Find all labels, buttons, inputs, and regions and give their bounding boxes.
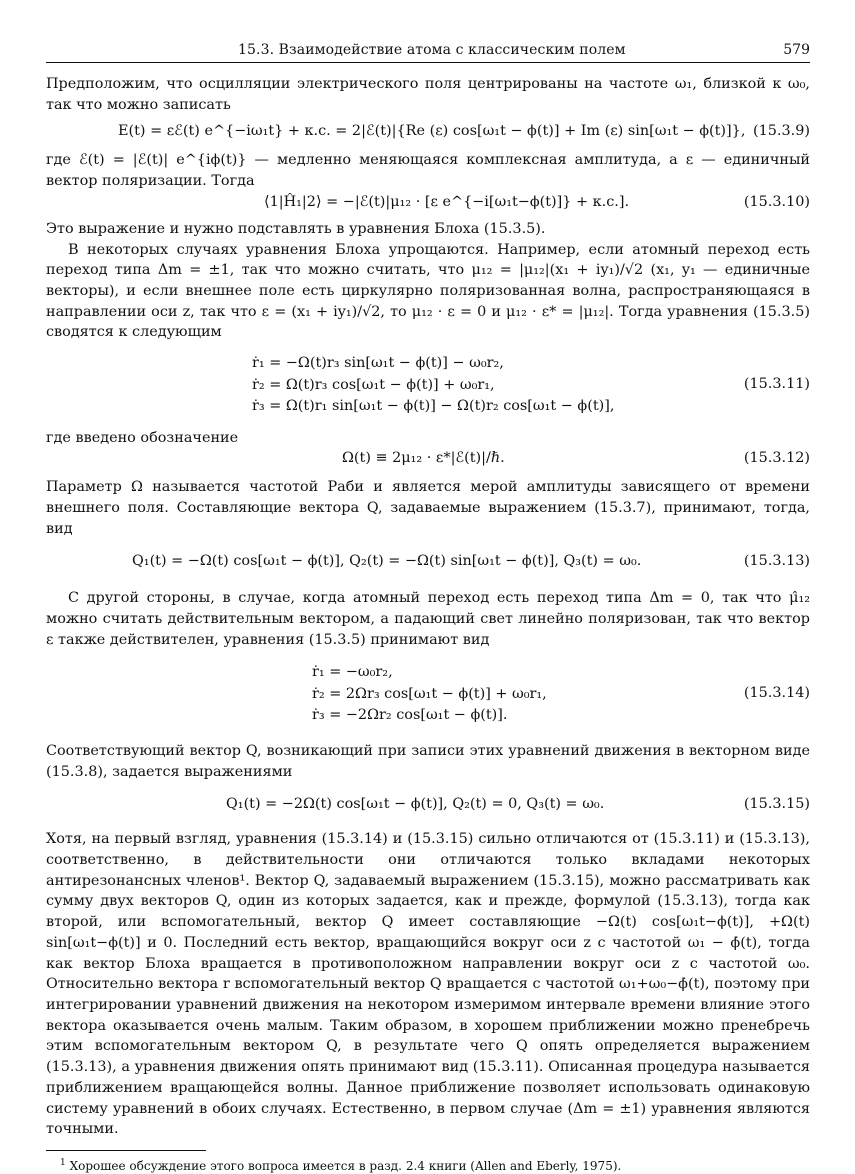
page-number: 579 [783,42,810,58]
equation-line: ṙ₂ = Ω(t)r₃ cos[ω₁t − ϕ(t)] + ω₀r₁, [252,376,495,393]
footnote-mark: 1 [60,1157,66,1168]
equation-number: (15.3.10) [743,193,810,210]
section-title: 15.3. Взаимодействие атома с классическим полем [238,42,626,58]
equation-line: ṙ₂ = 2Ωr₃ cos[ω₁t − ϕ(t)] + ω₀r₁, [312,685,547,702]
equation-15-3-14 [46,662,810,727]
paragraph-circular: В некоторых случаях уравнения Блоха упрощаются. Например, если атомный переход есть переход типа Δm = ±1, так что можно считать, что μ₁₂ = |μ₁₂|(x₁ + iy₁)/√2 (x₁, y₁ — единичные векторы), и если внешнее поле есть циркулярно поляризованная волна, распространяющаяся в направлении оси z, так что ε = (x₁ + iy₁)/√2, то μ₁₂ · ε = 0 и μ₁₂ · ε* = |μ₁₂|. Тогда уравнения (15.3.5) сводятся к следующим [46,241,810,341]
equation-15-3-13 [46,551,810,572]
equation-number: (15.3.9) [752,123,810,140]
paragraph-linear: С другой стороны, в случае, когда атомный переход есть переход типа Δm = 0, так что μ̂₁₂ можно считать действительным вектором, а падающий свет линейно поляризован, так что вектор ε также действителен, уравнения (15.3.5) принимают вид [46,590,810,648]
equation-line: ṙ₃ = −2Ωr₂ cos[ω₁t − ϕ(t)]. [312,707,508,724]
paragraph-bloch-ref: Это выражение и нужно подставлять в уравнения Блоха (15.3.5). [46,220,546,237]
paragraph-notation: где введено обозначение [46,429,239,446]
footnote-text: Хорошее обсуждение этого вопроса имеется в разд. 2.4 книги (Allen and Eberly, 1975). [69,1158,622,1173]
footnote-rule [46,1150,206,1151]
equation-15-3-12 [46,448,810,469]
equation-number: (15.3.12) [743,450,810,467]
footnote [46,1155,810,1174]
equation-body: Q₁(t) = −2Ω(t) cos[ω₁t − ϕ(t)], Q₂(t) = 0, Q₃(t) = ω₀. [226,796,605,813]
running-header [46,40,810,62]
equation-15-3-15 [46,794,810,815]
equation-line: ṙ₁ = −Ω(t)r₃ sin[ω₁t − ϕ(t)] − ω₀r₂, [252,355,504,372]
equation-system [46,662,810,727]
equation-number: (15.3.11) [743,376,810,393]
equation-number: (15.3.15) [743,796,810,813]
equation-15-3-11 [46,353,810,418]
paragraph-intro: Предположим, что осцилляции электрического поля центрированы на частоте ω₁, близкой к ω₀, так что можно записать [46,76,810,113]
paragraph-amplitude: где ℰ(t) = |ℰ(t)| e^{iϕ(t)} — медленно меняющаяся комплексная амплитуда, а ε — единичный вектор поляризации. Тогда [46,152,810,190]
equation-body: Q₁(t) = −Ω(t) cos[ω₁t − ϕ(t)], Q₂(t) = −Ω(t) sin[ω₁t − ϕ(t)], Q₃(t) = ω₀. [132,553,642,570]
equation-system [46,353,810,418]
page [46,40,810,1174]
paragraph-rabi: Параметр Ω называется частотой Раби и является мерой амплитуды зависящего от времени внешнего поля. Составляющие вектора Q, задаваемые выражением (15.3.7), принимают, тогда, вид [46,479,810,537]
equation-number: (15.3.13) [743,553,810,570]
equation-15-3-10 [46,192,810,213]
header-rule [46,62,810,63]
equation-body: E(t) = εℰ(t) e^{−iω₁t} + к.с. = 2|ℰ(t)|{Re (ε) cos[ω₁t − ϕ(t)] + Im (ε) sin[ω₁t − ϕ(t)]}, [118,123,746,140]
equation-body: Ω(t) ≡ 2μ₁₂ · ε*|ℰ(t)|/ℏ. [342,450,505,467]
equation-number: (15.3.14) [743,685,810,702]
equation-15-3-9 [46,121,810,142]
equation-line: ṙ₃ = Ω(t)r₁ sin[ω₁t − ϕ(t)] − Ω(t)r₂ cos[ω₁t − ϕ(t)], [252,398,615,415]
equation-line: ṙ₁ = −ω₀r₂, [312,664,393,681]
paragraph-vector-q: Соответствующий вектор Q, возникающий при записи этих уравнений движения в векторном виде (15.3.8), задается выражениями [46,742,810,780]
paragraph-rotating-wave: Хотя, на первый взгляд, уравнения (15.3.14) и (15.3.15) сильно отличаются от (15.3.11) и (15.3.13), соответственно, в действительности они отличаются только вкладами некоторых антирезонансных членов¹. Вектор Q, задаваемый выражением (15.3.15), можно рассматривать как сумму двух векторов Q, один из которых задается, как и прежде, формулой (15.3.13), тогда как второй, или вспомогательный, вектор Q имеет составляющие −Ω(t) cos[ω₁t−ϕ(t)], +Ω(t) sin[ω₁t−ϕ(t)] и 0. Последний есть вектор, вращающийся вокруг оси z с частотой ω₁ − ϕ̇(t), тогда как вектор Блоха вращается в противоположном направлении вокруг оси z с частотой ω₀. Относительно вектора r вспомогательный вектор Q вращается с частотой ω₁+ω₀−ϕ̇(t), поэтому при интегрировании уравнений движения на некотором измеримом интервале времени влияние этого вектора оказывается очень малым. Таким образом, в хорошем приближении можно пренебречь этим вспомогательным вектором Q, в результате чего Q опять определяется выражением (15.3.13), а уравнения движения опять принимают вид (15.3.11). Описанная процедура называется приближением вращающейся волны. Данное приближение позволяет использовать одинаковую систему уравнений в обоих случаях. Естественно, в первом случае (Δm = ±1) уравнения являются точными. [46,831,810,1138]
equation-body: ⟨1|Ĥ₁|2⟩ = −|ℰ(t)|μ₁₂ · [ε e^{−i[ω₁t−ϕ(t)]} + к.с.]. [264,193,630,210]
